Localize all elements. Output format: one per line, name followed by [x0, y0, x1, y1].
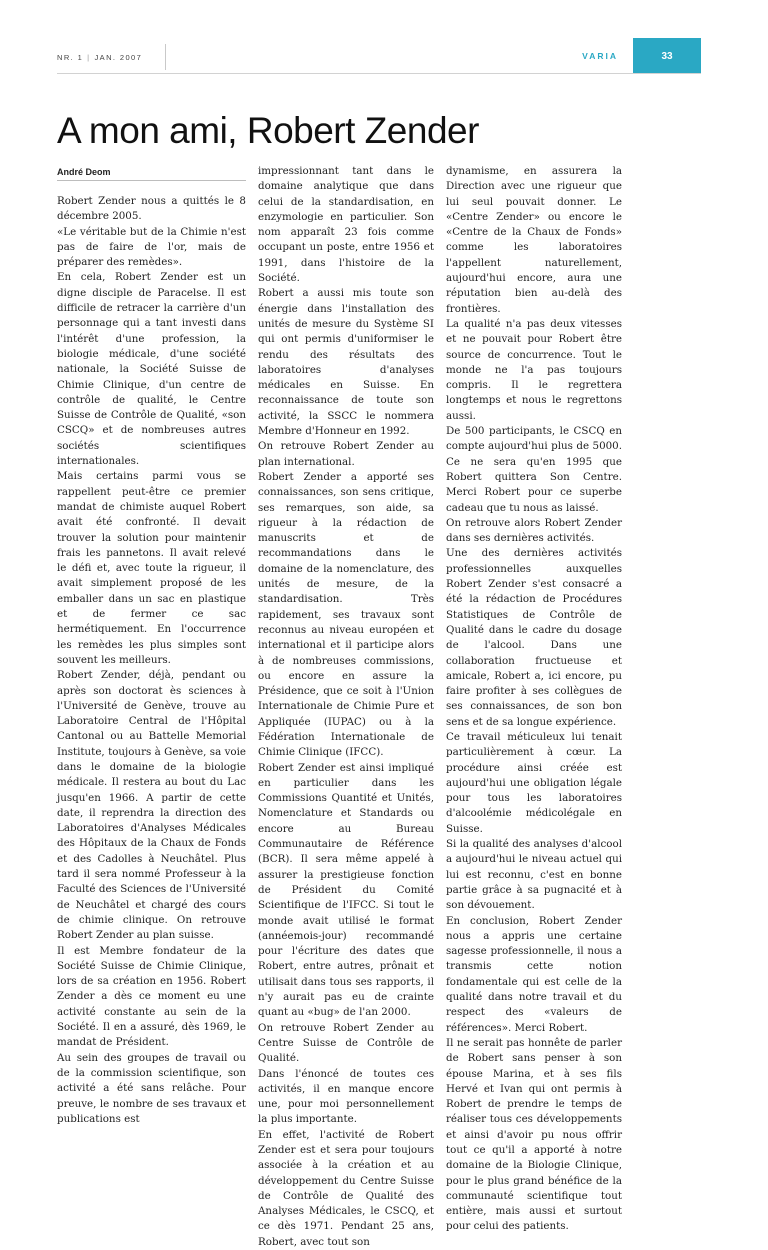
text-column-2: [258, 164, 434, 1250]
issue-separator: |: [87, 53, 91, 62]
text-column-3: [446, 164, 622, 1235]
section-label: VARIA: [582, 51, 618, 61]
paragraph: Une des dernières activités professionnelles auxquelles Robert Zender s'est consacré a été la rédaction de Procédures Statistiques de Contrôle de Qualité dans le cadre du dosage de l'alcool. Dans une collaboration fructueuse et amicale, Robert a, ici encore, pu faire profiter à ses collègues de ses connaissances, de son bon sens et de sa longue expérience.: [446, 547, 622, 728]
issue-date: JAN. 2007: [94, 53, 143, 62]
issue-info: [57, 53, 142, 62]
paragraph: Mais certains parmi vous se rappellent peut-être ce premier mandat de chimiste auquel Robert avait été confronté. Il devait trouver la solution pour maintenir frais les pannetons. Il avait relevé le défi et, avec toute la rigueur, il avait simplement proposé de les emballer dans un sac en plastique et de fermer ce sac hermétiquement. En l'occurrence les remèdes les plus simples sont souvent les meilleurs.: [57, 470, 246, 666]
paragraph: Robert Zender a apporté ses connaissances, son sens critique, ses remarques, son aide, sa rigueur à la rédaction de manuscrits et de recommandations dans le domaine de la nomenclature, des unités de mesure, de la standardisation. Très rapidement, ses travaux sont reconnus au niveau européen et international et il participe alors à de nombreuses commissions, ou encore en assure la Présidence, que ce soit à l'Union Internationale de Chimie Pure et Appliquée (IUPAC) ou à la Fédération Internationale de Chimie Clinique (IFCC).: [258, 470, 434, 759]
text-column-1: [57, 194, 246, 1127]
paragraph: Robert Zender nous a quittés le 8 décembre 2005.: [57, 195, 246, 223]
paragraph: On retrouve Robert Zender au Centre Suisse de Contrôle de Qualité.: [258, 1021, 434, 1065]
paragraph: Robert Zender est ainsi impliqué en particulier dans les Commissions Quantité et Unités, Nomenclature et Standards ou encore au Bureau Communautaire de Référence (BCR). Il sera même appelé à assurer la prestigieuse fonction de Président du Comité Scientifique de l'IFCC. Si tout le monde avait utilisé le format (annéemois-jour) recommandé pour l'écriture des dates que Robert, entre autres, prônait et utilisait dans tous ses rapports, il n'y aurait pas eu de crainte quant au «bug» de l'an 2000.: [258, 761, 434, 1019]
paragraph: dynamisme, en assurera la Direction avec une rigueur que lui seul pouvait donner. Le «Centre Zender» ou encore le «Centre de la Chaux de Fonds» comme les laboratoires l'appellent naturellement, aujourd'hui encore, aura une réputation bien au-delà des frontières.: [446, 165, 622, 315]
paragraph: Si la qualité des analyses d'alcool a aujourd'hui le niveau actuel qui lui est reconnu, c'est en bonne partie grâce à sa pugnacité et à son dévouement.: [446, 838, 622, 912]
paragraph: On retrouve alors Robert Zender dans ses dernières activités.: [446, 516, 622, 545]
paragraph: Ce travail méticuleux lui tenait particulièrement à cœur. La procédure ainsi créée est aujourd'hui une obligation légale pour tous les laboratoires d'alcoolémie médicolégale en Suisse.: [446, 730, 622, 835]
paragraph: impressionnant tant dans le domaine analytique que dans celui de la standardisation, en enzymologie en particulier. Son nom apparaît 23 fois comme occupant un poste, entre 1956 et 1991, dans l'histoire de la Société.: [258, 165, 434, 285]
article-title: A mon ami, Robert Zender: [57, 110, 479, 151]
paragraph: Dans l'énoncé de toutes ces activités, il en manque encore une, pour moi personnellement la plus importante.: [258, 1067, 434, 1126]
paragraph: En effet, l'activité de Robert Zender est et sera pour toujours associée à la création et au développement du Centre Suisse de Contrôle de Qualité des Analyses Médicales, le CSCQ, et ce dès 1971. Pendant 25 ans, Robert, avec tout son: [258, 1128, 434, 1248]
paragraph: On retrouve Robert Zender au plan international.: [258, 440, 434, 468]
header-rule: [57, 73, 701, 74]
paragraph: En conclusion, Robert Zender nous a appris une certaine sagesse professionnelle, il nous a transmis cette notion fondamentale qui est celle de la qualité dans notre travail et du respect des «valeurs de références». Merci Robert.: [446, 914, 622, 1034]
paragraph: En cela, Robert Zender est un digne disciple de Paracelse. Il est difficile de retracer la carrière d'un personnage qui a tant investi dans l'intérêt d'une profession, la biologie médicale, d'une société nationale, la Société Suisse de Chimie Clinique, d'un centre de contrôle de qualité, le Centre Suisse de Contrôle de Qualité, «son CSCQ» et de nombreuses autres sociétés scientifiques internationales.: [57, 271, 246, 468]
header-divider: [165, 44, 166, 70]
author-rule: [57, 180, 246, 181]
paragraph: La qualité n'a pas deux vitesses et ne pouvait pour Robert être source de concurrence. Tout le monde ne l'a pas toujours compris. Il le regrettera longtemps et nous le regrettons aussi.: [446, 317, 622, 422]
paragraph: Il ne serait pas honnête de parler de Robert sans penser à son épouse Marina, et à ses fils Hervé et Ivan qui ont permis à Robert de prendre le temps de réaliser tous ces développements et ainsi d'avoir pu nous offrir tout ce qu'il a apporté à notre domaine de la Biologie Clinique, pour le plus grand bénéfice de la communauté scientifique tout entière, mais aussi et surtout pour celui des patients.: [446, 1036, 622, 1233]
paragraph: De 500 participants, le CSCQ en compte aujourd'hui plus de 5000. Ce ne sera qu'en 1995 que Robert quittera Son Centre. Merci Robert pour ce superbe cadeau que tu nous as laissé.: [446, 425, 622, 514]
page-number: 33: [633, 38, 701, 74]
paragraph: «Le véritable but de la Chimie n'est pas de faire de l'or, mais de préparer des remèdes».: [57, 225, 246, 269]
paragraph: Au sein des groupes de travail ou de la commission scientifique, son activité a été sans relâche. Pour preuve, le nombre de ses travaux et publications est: [57, 1051, 246, 1125]
article-author: André Deom: [57, 167, 111, 177]
paragraph: Robert Zender, déjà, pendant ou après son doctorat ès sciences à l'Université de Genève, trouve au Laboratoire Central de l'Hôpital Cantonal ou au Battelle Memorial Institute, toujours à Genève, sa voie dans le domaine de la biologie médicale. Il restera au bout du Lac jusqu'en 1966. A partir de cette date, il reprendra la direction des Laboratoires d'Analyses Médicales des Hôpitaux de la Chaux de Fonds et des Cadolles à Neuchâtel. Plus tard il sera nommé Professeur à la Faculté des Sciences de l'Université de Neuchâtel et chargé des cours de chimie clinique. On retrouve Robert Zender au plan suisse.: [57, 669, 246, 942]
paragraph: Robert a aussi mis toute son énergie dans l'installation des unités de mesure du Système SI qui ont permis d'uniformiser le rendu des résultats des laboratoires d'analyses médicales en Suisse. En reconnaissance de toute son activité, la SSCC le nommera Membre d'Honneur en 1992.: [258, 287, 434, 438]
paragraph: Il est Membre fondateur de la Société Suisse de Chimie Clinique, lors de sa création en 1956. Robert Zender a dès ce moment eu une activité constante au sein de la Société. Il en a assuré, dès 1969, le mandat de Président.: [57, 944, 246, 1049]
issue-number: NR. 1: [57, 53, 84, 62]
